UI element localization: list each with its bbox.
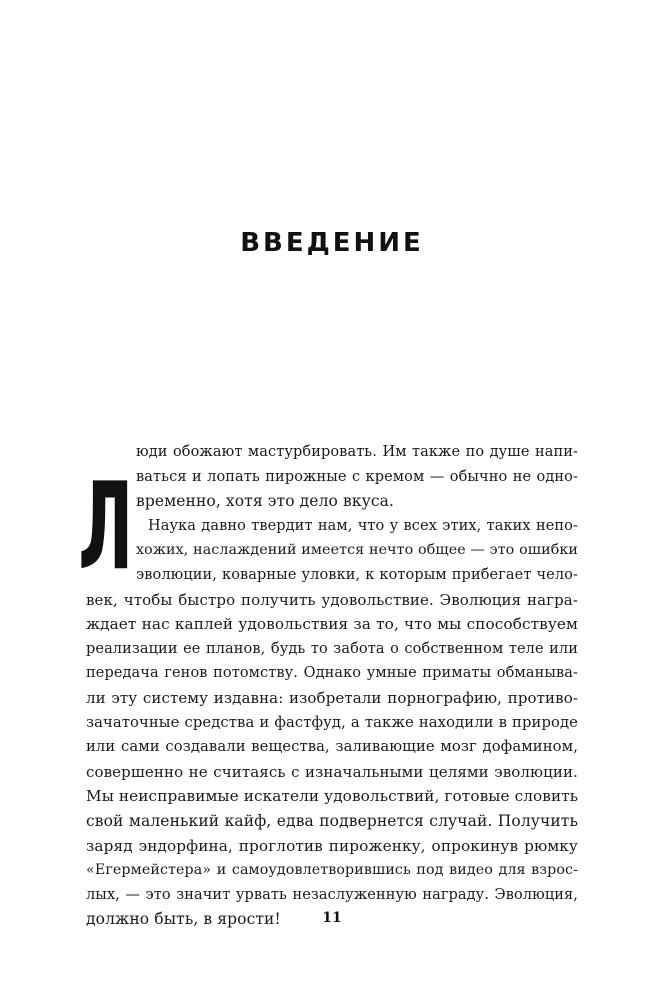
text-line: «Егермейстера» и самоудовлетворившись под видео для взрос- [86, 862, 578, 879]
text-line: Мы неисправимые искатели удовольствий, готовые словить [86, 787, 579, 806]
text-line: заряд эндорфина, проглотив пироженку, опрокинув рюмку [86, 836, 578, 855]
body-text [86, 440, 578, 932]
text-line: ли эту систему издавна: изобретали порнографию, противо- [86, 688, 578, 707]
text-line: свой маленький кайф, едва подвернется случай. Получить [86, 811, 578, 830]
text-line: зачаточные средства и фастфуд, а также находили в природе [86, 713, 578, 731]
text-line: ваться и лопать пирожные с кремом — обычно не одно- [136, 468, 578, 485]
text-line: Наука давно твердит нам, что у всех этих, таких непо- [148, 517, 578, 534]
page-number: 11 [322, 910, 342, 926]
text-line: совершенно не считаясь с изначальными целями эволюции. [86, 762, 578, 781]
text-line: лых, — это значит урвать незаслуженную награду. Эволюция, [86, 886, 578, 903]
text-line: юди обожают мастурбировать. Им также по душе напи- [136, 444, 578, 460]
drop-cap-letter: Л [78, 456, 134, 597]
text-line: ждает нас каплей удовольствия за то, что мы способствуем [86, 615, 578, 634]
text-line: век, чтобы быстро получить удовольствие. Эволюция награ- [86, 590, 578, 609]
text-line: должно быть, в ярости! [86, 910, 281, 929]
text-line: хожих, наслаждений имеется нечто общее — это ошибки [136, 542, 578, 559]
text-line: реализации ее планов, будь то забота о собственном теле или [86, 640, 578, 657]
paragraph-2 [86, 514, 578, 932]
text-line: или сами создавали вещества, заливающие мозг дофамином, [86, 738, 578, 756]
paragraph-1 [86, 440, 578, 514]
chapter-title: ВВЕДЕНИЕ [240, 228, 424, 258]
text-line: передача генов потомству. Однако умные приматы обманыва- [86, 665, 578, 682]
text-line: эволюции, коварные уловки, к которым прибегает чело- [136, 566, 578, 583]
text-line: временно, хотя это дело вкуса. [136, 492, 394, 511]
